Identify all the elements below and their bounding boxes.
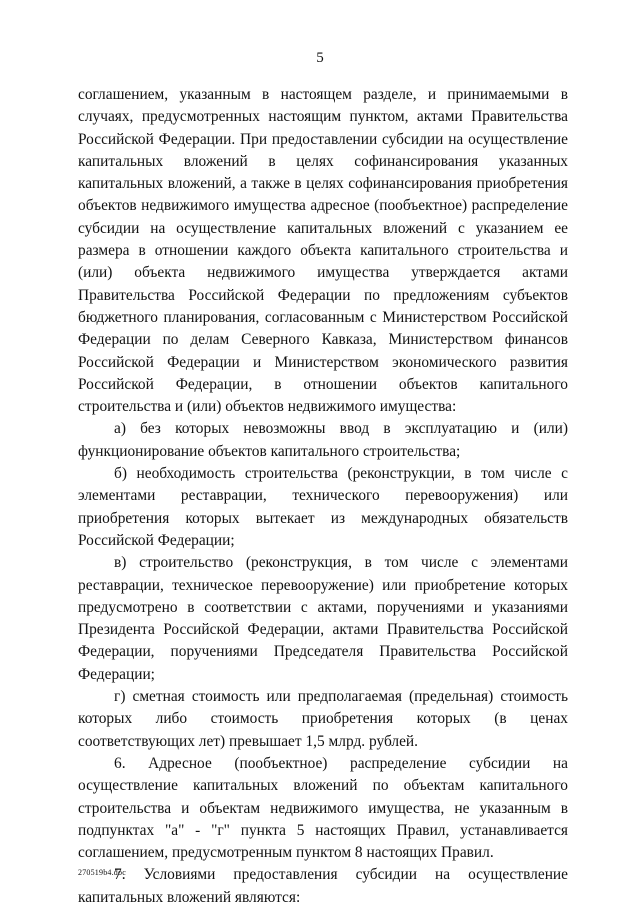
paragraph-clause-7: 7. Условиями предоставления субсидии на осуществление капитальных вложений являются: [78,866,568,906]
paragraph-clause-6: 6. Адресное (пообъектное) распределение субсидии на осуществление капитальных вложений по объектам капитального строительства и объектам недвижимого имущества, не указанным в подпунктах "а" - "г" пункта 5 настоящих Правил, устанавливается соглашением, предусмотренным пунктом 8 настоящих Правил. [78,754,568,862]
document-body [78,84,568,909]
footer-filename: 270519b4.doc [78,868,126,877]
paragraph-continuation: соглашением, указанным в настоящем разделе, и принимаемыми в случаях, предусмотренных настоящим пунктом, актами Правительства Российской Федерации. При предоставлении субсидии на осуществление капитальных вложений в целях софинансирования указанных капитальных вложений, а также в целях софинансирования приобретения объектов недвижимого имущества адресное (пообъектное) распределение субсидии на осуществление капитальных вложений с указанием ее размера в отношении каждого объекта капитального строительства и (или) объекта недвижимого имущества утверждается актами Правительства Российской Федерации по предложениям субъектов бюджетного планирования, согласованным с Министерством Российской Федерации по делам Северного Кавказа, Министерством финансов Российской Федерации и Министерством экономического развития Российской Федерации, в отношении объектов капитального строительства и (или) объектов недвижимого имущества: [78,86,568,416]
paragraph-item-a: а) без которых невозможны ввод в эксплуатацию и (или) функционирование объектов капитального строительства; [78,420,568,460]
paragraph-item-g: г) сметная стоимость или предполагаемая (предельная) стоимость которых либо стоимость приобретения которых (в ценах соответствующих лет) превышает 1,5 млрд. рублей. [78,688,568,750]
paragraph-item-v: в) строительство (реконструкция, в том числе с элементами реставрации, техническое перевооружение) или приобретение которых предусмотрено в соответствии с актами, поручениями и указаниями Президента Российской Федерации, актами Правительства Российской Федерации, поручениями Председателя Правительства Российской Федерации; [78,554,568,683]
page-number: 5 [316,50,324,66]
paragraph-item-b: б) необходимость строительства (реконструкции, в том числе с элементами реставрации, технического перевооружения) или приобретения которых вытекает из международных обязательств Российской Федерации; [78,465,568,549]
